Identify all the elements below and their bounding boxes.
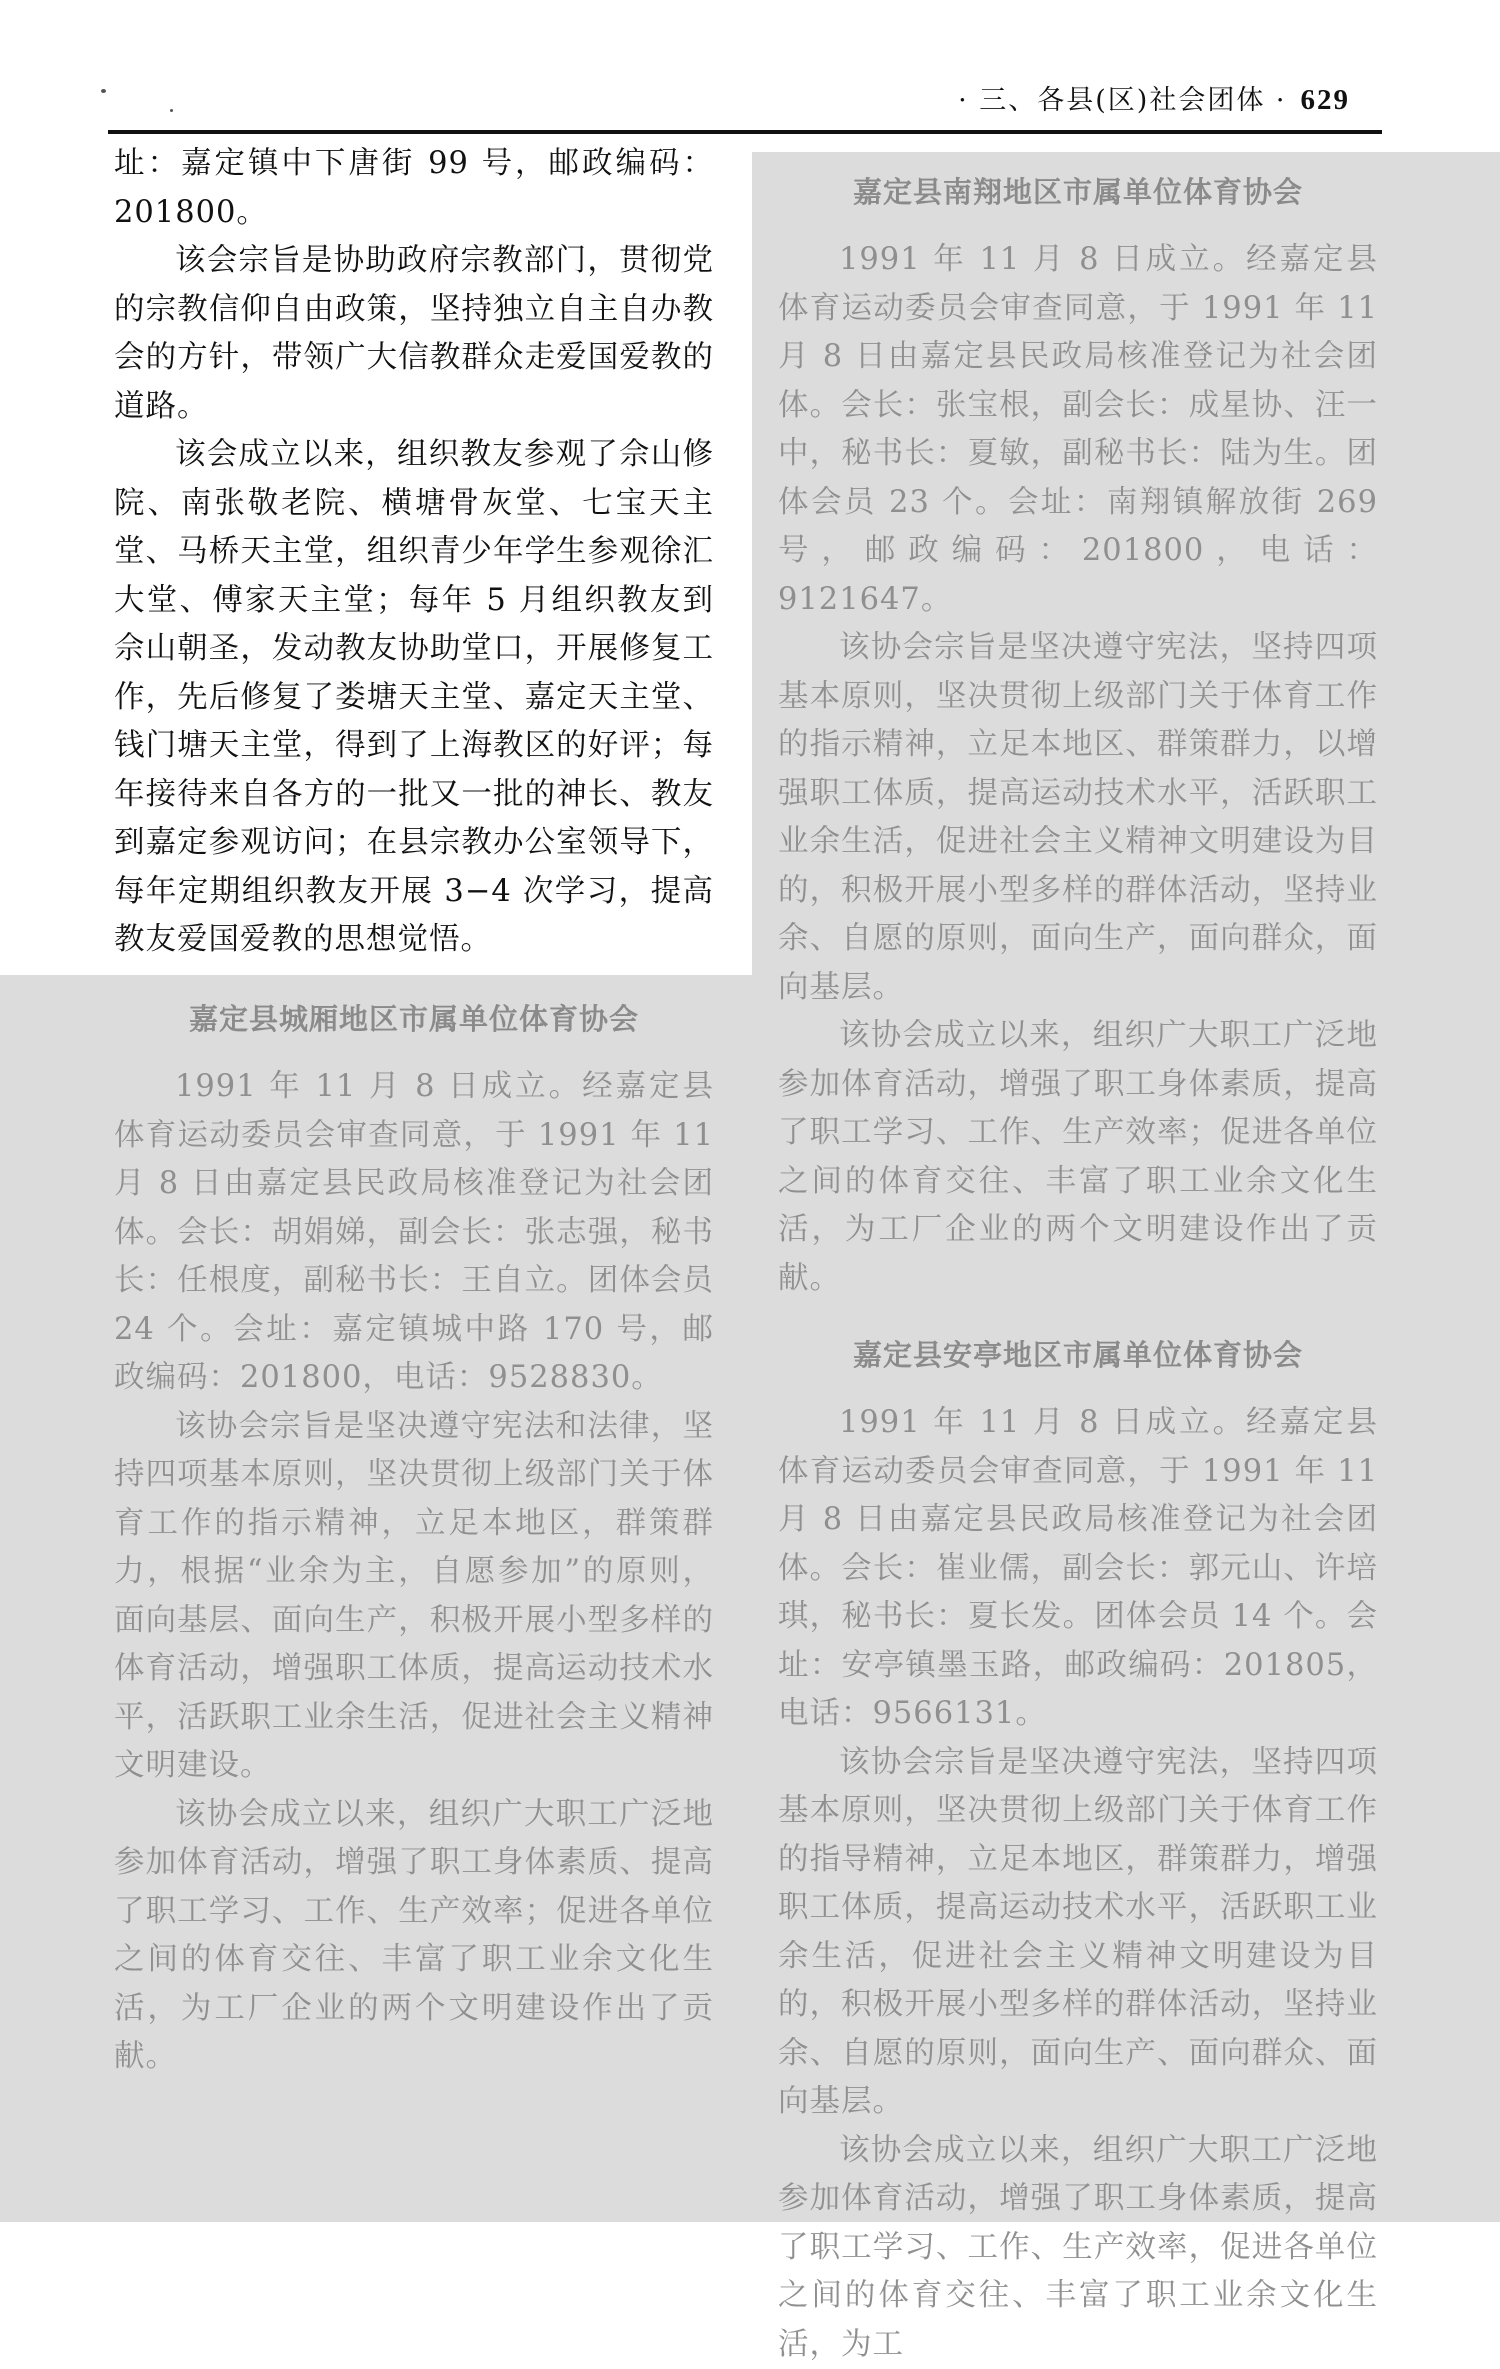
section-title-anting: 嘉定县安亭地区市属单位体育协会	[778, 1331, 1378, 1379]
header-rule	[108, 130, 1382, 134]
paragraph: 该会成立以来，组织教友参观了佘山修院、南张敬老院、横塘骨灰堂、七宝天主堂、马桥天主堂，组织青少年学生参观徐汇大堂、傅家天主堂；每年 5 月组织教友到佘山朝圣，发动教友协助堂口，开展修复工作，先后修复了娄塘天主堂、嘉定天主堂、钱门塘天主堂，得到了上海教区的好评；每年接待来自各方的一批又一批的神长、教友到嘉定参观访问；在县宗教办公室领导下，每年定期组织教友开展 3−4 次学习，提高教友爱国爱教的思想觉悟。	[114, 431, 714, 965]
section-label: · 三、各县(区)社会团体 ·	[958, 85, 1286, 116]
scan-speck	[170, 109, 173, 112]
paragraph: 该协会宗旨是坚决遵守宪法和法律，坚持四项基本原则，坚决贯彻上级部门关于体育工作的指示精神，立足本地区，群策群力，根据“业余为主，自愿参加”的原则，面向基层、面向生产，积极开展小型多样的体育活动，增强职工体质，提高运动技术水平，活跃职工业余生活，促进社会主义精神文明建设。	[114, 1403, 714, 1791]
paragraph: 址：嘉定镇中下唐街 99 号，邮政编码：201800。	[114, 140, 714, 237]
section-title-nanxiang: 嘉定县南翔地区市属单位体育协会	[778, 168, 1378, 216]
right-column	[778, 168, 1378, 2369]
paragraph: 该协会宗旨是坚决遵守宪法，坚持四项基本原则，坚决贯彻上级部门关于体育工作的指导精神，立足本地区，群策群力，增强职工体质，提高运动技术水平，活跃职工业余生活，促进社会主义精神文明建设为目的，积极开展小型多样的群体活动，坚持业余、自愿的原则，面向生产、面向群众、面向基层。	[778, 1739, 1378, 2127]
paragraph: 该协会成立以来，组织广大职工广泛地参加体育活动，增强了职工身体素质、提高了职工学习、工作、生产效率；促进各单位之间的体育交往、丰富了职工业余文化生活，为工厂企业的两个文明建设作出了贡献。	[114, 1791, 714, 2082]
paragraph: 1991 年 11 月 8 日成立。经嘉定县体育运动委员会审查同意，于 1991 年 11 月 8 日由嘉定县民政局核准登记为社会团体。会长：张宝根，副会长：成星协、汪一中，秘书长：夏敏，副秘书长：陆为生。团体会员 23 个。会址：南翔镇解放街 269 号，邮政编码：201800，电话：9121647。	[778, 236, 1378, 624]
paragraph: 1991 年 11 月 8 日成立。经嘉定县体育运动委员会审查同意，于 1991 年 11 月 8 日由嘉定县民政局核准登记为社会团体。会长：崔业儒，副会长：郭元山、许培琪，秘书长：夏长发。团体会员 14 个。会址：安亭镇墨玉路，邮政编码：201805，电话：9566131。	[778, 1399, 1378, 1739]
paragraph: 该协会成立以来，组织广大职工广泛地参加体育活动，增强了职工身体素质，提高了职工学习、工作、生产效率；促进各单位之间的体育交往、丰富了职工业余文化生活，为工厂企业的两个文明建设作出了贡献。	[778, 1012, 1378, 1303]
running-header	[958, 78, 1350, 117]
page-header	[0, 0, 1500, 140]
section-title-chengxiang: 嘉定县城厢地区市属单位体育协会	[114, 995, 714, 1043]
left-column-top	[114, 140, 714, 965]
paragraph: 1991 年 11 月 8 日成立。经嘉定县体育运动委员会审查同意，于 1991 年 11 月 8 日由嘉定县民政局核准登记为社会团体。会长：胡娟娣，副会长：张志强，秘书长：任根度，副秘书长：王自立。团体会员 24 个。会址：嘉定镇城中路 170 号，邮政编码：201800，电话：9528830。	[114, 1063, 714, 1403]
paragraph: 该会宗旨是协助政府宗教部门，贯彻党的宗教信仰自由政策，坚持独立自主自办教会的方针，带领广大信教群众走爱国爱教的道路。	[114, 237, 714, 431]
left-column-bottom	[114, 995, 714, 2082]
page-number: 629	[1301, 84, 1351, 116]
scan-speck	[101, 89, 106, 93]
paragraph: 该协会宗旨是坚决遵守宪法，坚持四项基本原则，坚决贯彻上级部门关于体育工作的指示精神，立足本地区、群策群力，以增强职工体质，提高运动技术水平，活跃职工业余生活，促进社会主义精神文明建设为目的，积极开展小型多样的群体活动，坚持业余、自愿的原则，面向生产，面向群众，面向基层。	[778, 624, 1378, 1012]
paragraph: 该协会成立以来，组织广大职工广泛地参加体育活动，增强了职工身体素质，提高了职工学习、工作、生产效率，促进各单位之间的体育交往、丰富了职工业余文化生活，为工	[778, 2127, 1378, 2369]
